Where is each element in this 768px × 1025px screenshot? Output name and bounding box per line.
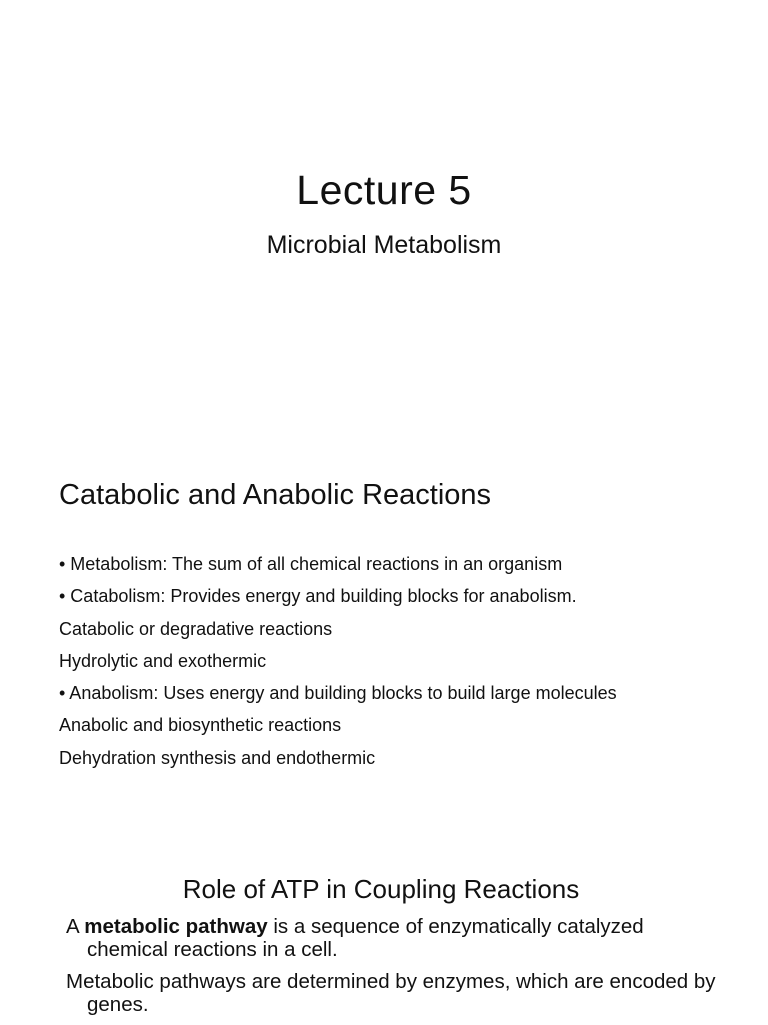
slide-body-list <box>59 548 739 774</box>
paragraph-enzymes: Metabolic pathways are determined by enzymes, which are encoded by genes. <box>66 970 716 1016</box>
slide-body <box>66 915 726 1025</box>
slide-title: Catabolic and Anabolic Reactions <box>59 479 492 511</box>
slide-title: Role of ATP in Coupling Reactions <box>182 874 580 904</box>
list-item: • Anabolism: Uses energy and building blocks to build large molecules <box>59 683 617 704</box>
paragraph-text: is a sequence of enzymatically catalyzed chemical reactions in a cell. <box>87 915 644 961</box>
paragraph-prefix: A <box>66 915 85 938</box>
list-item: • Catabolism: Provides energy and building blocks for anabolism. <box>59 586 577 607</box>
lecture-subtitle: Microbial Metabolism <box>266 231 502 259</box>
list-item: • Metabolism: The sum of all chemical reactions in an organism <box>59 554 563 574</box>
lecture-title: Lecture 5 <box>296 167 472 213</box>
paragraph-metabolic-pathway <box>66 915 726 961</box>
list-item: Dehydration synthesis and endothermic <box>59 747 376 768</box>
list-item: Catabolic or degradative reactions <box>59 618 333 639</box>
slide-catabolic-anabolic <box>0 430 768 835</box>
slide-lecture-title <box>0 0 768 430</box>
list-item: Anabolic and biosynthetic reactions <box>59 715 342 736</box>
term-metabolic-pathway: metabolic pathway <box>84 915 268 938</box>
slide-atp-coupling <box>0 835 768 1024</box>
list-item: Hydrolytic and exothermic <box>59 650 267 671</box>
